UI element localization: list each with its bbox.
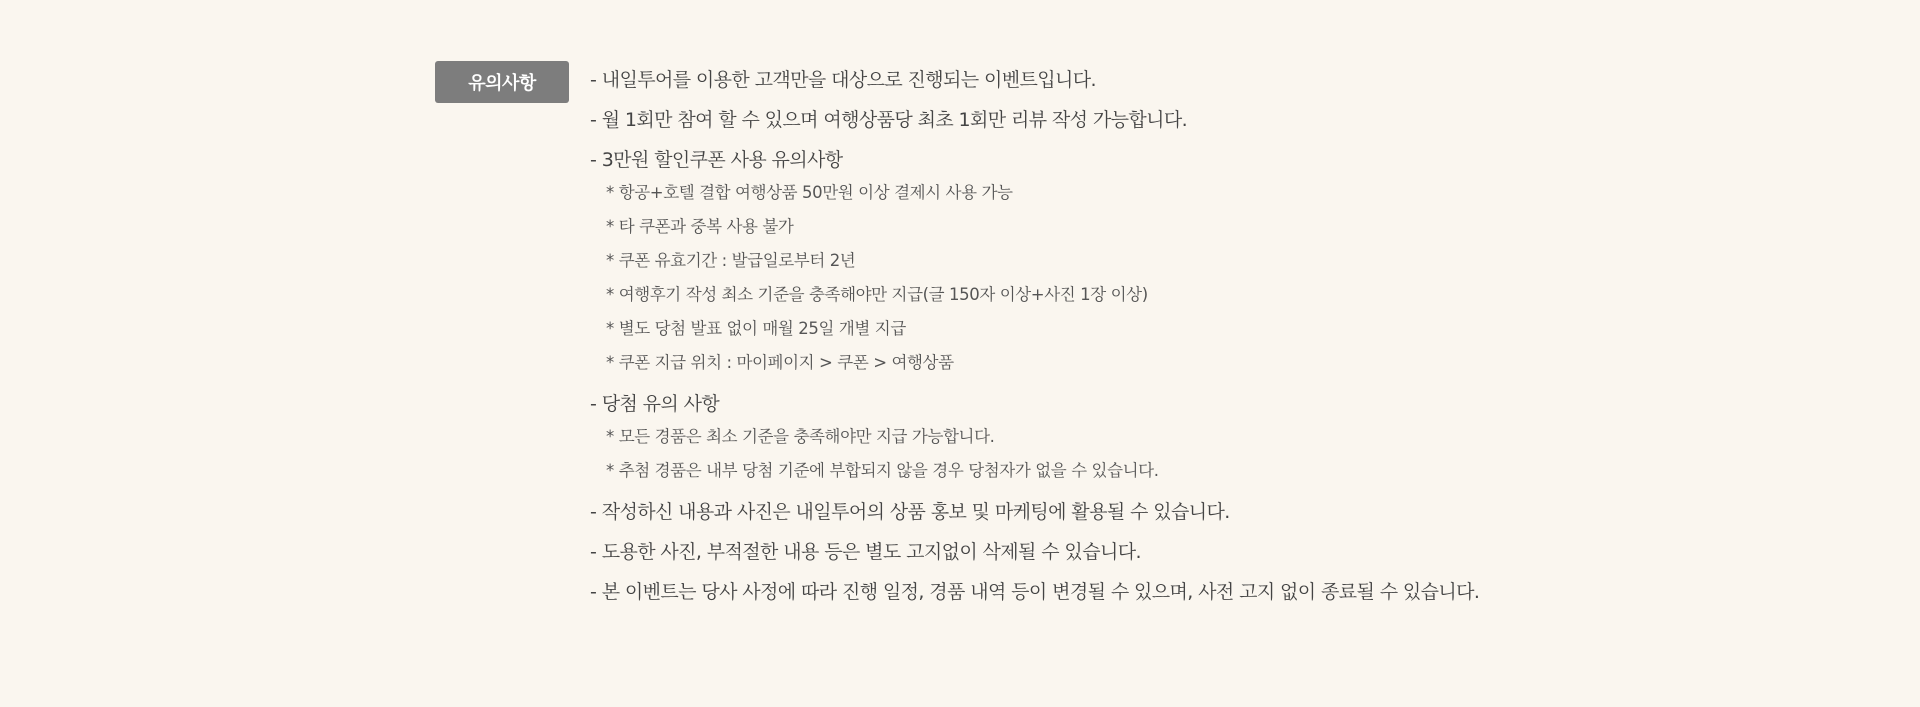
- notice-sub-item: * 타 쿠폰과 중복 사용 불가: [606, 217, 794, 236]
- notice-sub-item: * 추첨 경품은 내부 당첨 기준에 부합되지 않을 경우 당첨자가 없을 수 있습니다.: [606, 461, 1159, 480]
- notice-badge: 유의사항: [435, 61, 569, 103]
- notice-item-winning: - 당첨 유의 사항: [590, 393, 720, 415]
- coupon-sub-list: [590, 180, 1890, 376]
- notice-sub-item: * 별도 당첨 발표 없이 매월 25일 개별 지급: [606, 319, 906, 338]
- notice-sub-item: * 여행후기 작성 최소 기준을 충족해야만 지급(글 150자 이상+사진 1장 이상): [606, 285, 1148, 304]
- notice-sub-item: * 쿠폰 지급 위치 : 마이페이지 > 쿠폰 > 여행상품: [606, 353, 954, 372]
- notice-item: - 월 1회만 참여 할 수 있으며 여행상품당 최초 1회만 리뷰 작성 가능합니다.: [590, 109, 1188, 131]
- notice-sub-item: * 쿠폰 유효기간 : 발급일로부터 2년: [606, 251, 856, 270]
- notice-item: - 본 이벤트는 당사 사정에 따라 진행 일정, 경품 내역 등이 변경될 수 있으며, 사전 고지 없이 종료될 수 있습니다.: [590, 581, 1480, 603]
- notice-sub-item: * 항공+호텔 결합 여행상품 50만원 이상 결제시 사용 가능: [606, 183, 1013, 202]
- notice-item-coupon: - 3만원 할인쿠폰 사용 유의사항: [590, 149, 843, 171]
- notice-item: - 내일투어를 이용한 고객만을 대상으로 진행되는 이벤트입니다.: [590, 69, 1096, 91]
- notice-item: - 도용한 사진, 부적절한 내용 등은 별도 고지없이 삭제될 수 있습니다.: [590, 541, 1141, 563]
- notice-sub-item: * 모든 경품은 최소 기준을 충족해야만 지급 가능합니다.: [606, 427, 995, 446]
- winning-sub-list: [590, 424, 1890, 484]
- notice-list: [590, 66, 1890, 618]
- notice-item: - 작성하신 내용과 사진은 내일투어의 상품 홍보 및 마케팅에 활용될 수 있습니다.: [590, 501, 1230, 523]
